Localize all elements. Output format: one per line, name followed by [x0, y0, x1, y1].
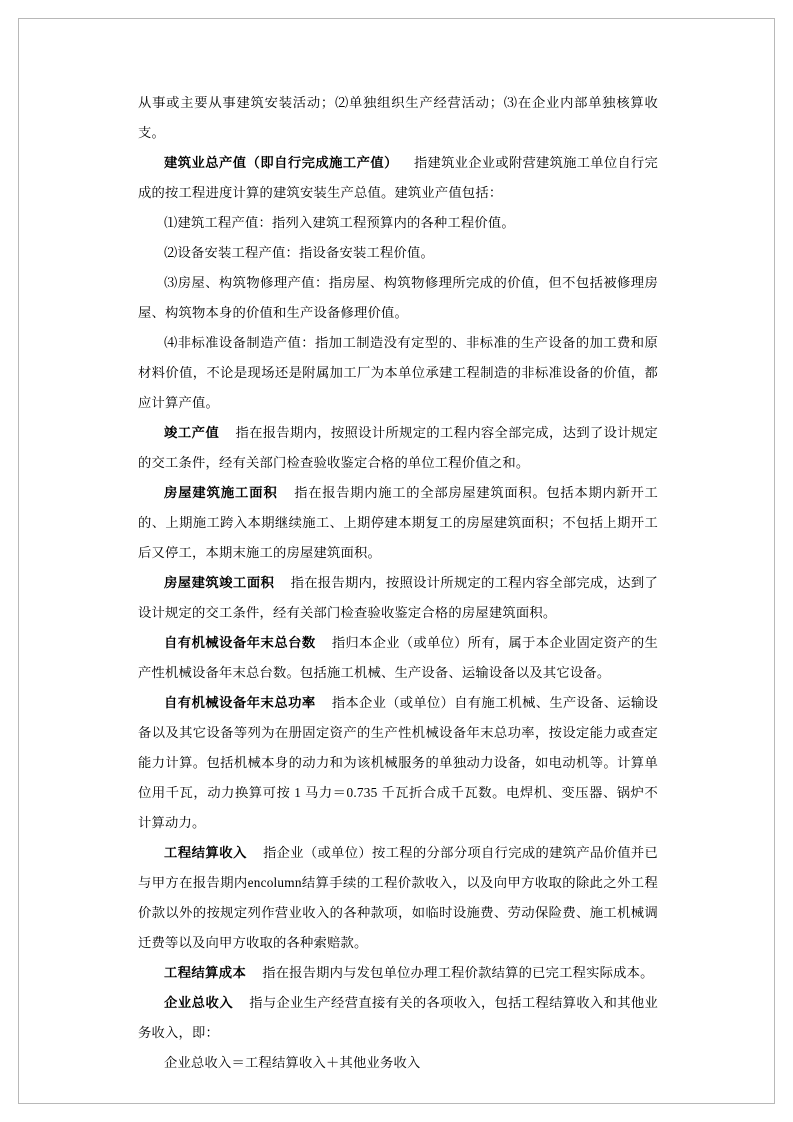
paragraph	[138, 418, 658, 478]
paragraph	[138, 238, 658, 268]
paragraph	[138, 688, 658, 838]
paragraph-text: 指归本企业（或单位）所有，属于本企业固定资产的生产性机械设备年末总台数。包括施工机械、生产设备、运输设备以及其它设备。	[138, 635, 658, 680]
term-label: 房屋建筑施工面积	[164, 485, 278, 500]
paragraph	[138, 88, 658, 148]
paragraph	[138, 328, 658, 418]
paragraph-text: 指在报告期内，按照设计所规定的工程内容全部完成，达到了设计规定的交工条件，经有关部门检查验收鉴定合格的房屋建筑面积。	[138, 575, 659, 620]
term-label: 自有机械设备年末总功率	[164, 695, 316, 710]
paragraph-text: 指在报告期内与发包单位办理工程价款结算的已完工程实际成本。	[262, 965, 654, 980]
document-body	[138, 88, 658, 1078]
paragraph-text: 指建筑业企业或附营建筑施工单位自行完成的按工程进度计算的建筑安装生产总值。建筑业产值包括：	[138, 155, 658, 200]
paragraph-text: 指与企业生产经营直接有关的各项收入，包括工程结算收入和其他业务收入，即：	[138, 995, 659, 1040]
term-label: 自有机械设备年末总台数	[164, 635, 316, 650]
paragraph-text: ⑷非标准设备制造产值：指加工制造没有定型的、非标准的生产设备的加工费和原材料价值，不论是现场还是附属加工厂为本单位承建工程制造的非标准设备的价值，都应计算产值。	[138, 335, 658, 410]
term-label: 建筑业总产值（即自行完成施工产值）	[164, 155, 398, 170]
paragraph	[138, 628, 658, 688]
paragraph	[138, 568, 658, 628]
term-label: 房屋建筑竣工面积	[164, 575, 275, 590]
paragraph	[138, 958, 658, 988]
paragraph-text: ⑵设备安装工程产值：指设备安装工程价值。	[164, 245, 434, 260]
paragraph-text: ⑶房屋、构筑物修理产值：指房屋、构筑物修理所完成的价值，但不包括被修理房屋、构筑物本身的价值和生产设备修理价值。	[138, 275, 658, 320]
paragraph-text: ⑴建筑工程产值：指列入建筑工程预算内的各种工程价值。	[164, 215, 515, 230]
formula-line	[138, 1048, 658, 1078]
paragraph	[138, 148, 658, 208]
formula-text: 企业总收入＝工程结算收入＋其他业务收入	[164, 1055, 421, 1070]
paragraph	[138, 838, 658, 958]
paragraph	[138, 268, 658, 328]
paragraph	[138, 208, 658, 238]
paragraph-text: 从事或主要从事建筑安装活动；⑵单独组织生产经营活动；⑶在企业内部单独核算收支。	[138, 95, 658, 140]
term-label: 竣工产值	[164, 425, 220, 440]
paragraph-text: 指本企业（或单位）自有施工机械、生产设备、运输设备以及其它设备等列为在册固定资产的生产性机械设备年末总功率，按设定能力或查定能力计算。包括机械本身的动力和为该机械服务的单独动力设备，如电动机等。计算单位用千瓦，动力换算可按 1 马力＝0.735 千瓦折合成千瓦数。电焊机、变压器、锅炉不计算动力。	[138, 695, 658, 830]
paragraph-text: 指在报告期内施工的全部房屋建筑面积。包括本期内新开工的、上期施工跨入本期继续施工、上期停建本期复工的房屋建筑面积；不包括上期开工后又停工，本期末施工的房屋建筑面积。	[138, 485, 659, 560]
paragraph	[138, 478, 658, 568]
term-label: 企业总收入	[164, 995, 234, 1010]
paragraph	[138, 988, 658, 1048]
paragraph-text: 指企业（或单位）按工程的分部分项自行完成的建筑产品价值并已与甲方在报告期内encolumn结算手续的工程价款收入，以及向甲方收取的除此之外工程价款以外的按规定列作营业收入的各种款项，如临时设施费、劳动保险费、施工机械调迁费等以及向甲方收取的各种索赔款。	[138, 845, 658, 950]
term-label: 工程结算收入	[164, 845, 247, 860]
term-label: 工程结算成本	[164, 965, 247, 980]
paragraph-text: 指在报告期内，按照设计所规定的工程内容全部完成，达到了设计规定的交工条件，经有关部门检查验收鉴定合格的单位工程价值之和。	[138, 425, 658, 470]
